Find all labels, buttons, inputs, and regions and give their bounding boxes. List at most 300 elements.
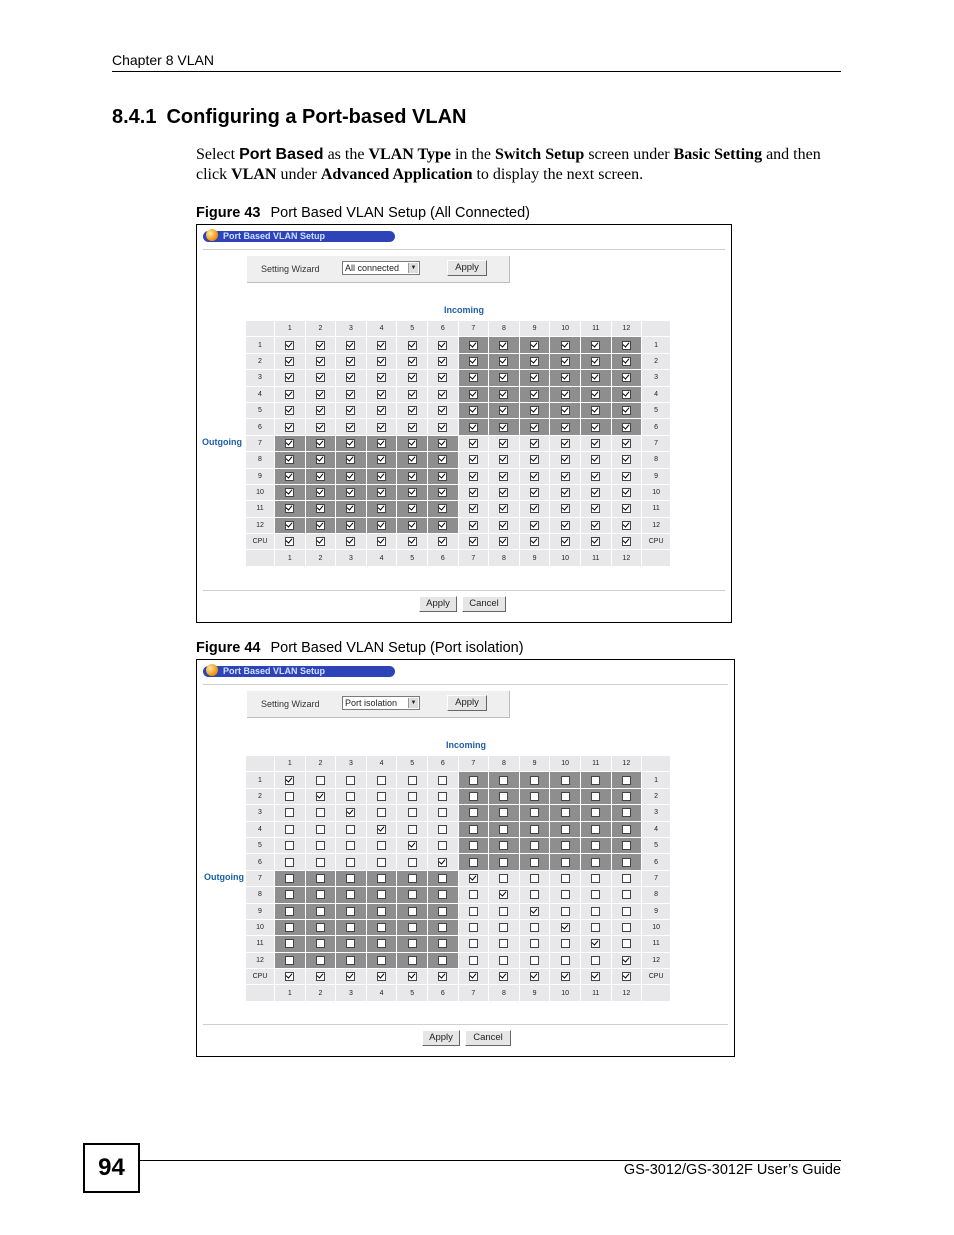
port-checkbox[interactable] [316,423,325,432]
port-checkbox[interactable] [469,455,478,464]
port-checkbox[interactable] [561,825,570,834]
port-checkbox[interactable] [346,423,355,432]
port-checkbox[interactable] [285,504,294,513]
port-checkbox[interactable] [591,890,600,899]
port-checkbox[interactable] [530,808,539,817]
port-checkbox[interactable] [377,972,386,981]
port-checkbox[interactable] [469,890,478,899]
port-checkbox[interactable] [591,406,600,415]
port-checkbox[interactable] [316,923,325,932]
port-checkbox[interactable] [346,488,355,497]
port-checkbox[interactable] [285,792,294,801]
port-checkbox[interactable] [285,841,294,850]
port-checkbox[interactable] [591,776,600,785]
port-checkbox[interactable] [591,521,600,530]
port-checkbox[interactable] [346,406,355,415]
port-checkbox[interactable] [591,874,600,883]
port-checkbox[interactable] [438,808,447,817]
port-checkbox[interactable] [530,841,539,850]
port-checkbox[interactable] [530,406,539,415]
port-checkbox[interactable] [530,858,539,867]
port-checkbox[interactable] [622,373,631,382]
port-checkbox[interactable] [469,341,478,350]
port-checkbox[interactable] [622,890,631,899]
port-checkbox[interactable] [622,825,631,834]
port-checkbox[interactable] [408,874,417,883]
port-checkbox[interactable] [499,455,508,464]
port-checkbox[interactable] [469,504,478,513]
port-checkbox[interactable] [591,488,600,497]
port-checkbox[interactable] [316,488,325,497]
port-checkbox[interactable] [561,488,570,497]
port-checkbox[interactable] [285,776,294,785]
port-checkbox[interactable] [346,472,355,481]
port-checkbox[interactable] [499,472,508,481]
port-checkbox[interactable] [499,488,508,497]
port-checkbox[interactable] [316,841,325,850]
port-checkbox[interactable] [316,939,325,948]
port-checkbox[interactable] [469,423,478,432]
port-checkbox[interactable] [438,390,447,399]
port-checkbox[interactable] [469,939,478,948]
port-checkbox[interactable] [316,825,325,834]
port-checkbox[interactable] [285,472,294,481]
port-checkbox[interactable] [561,956,570,965]
port-checkbox[interactable] [377,956,386,965]
port-checkbox[interactable] [285,455,294,464]
port-checkbox[interactable] [285,825,294,834]
port-checkbox[interactable] [530,357,539,366]
port-checkbox[interactable] [622,792,631,801]
port-checkbox[interactable] [346,874,355,883]
port-checkbox[interactable] [346,956,355,965]
port-checkbox[interactable] [316,472,325,481]
port-checkbox[interactable] [346,907,355,916]
port-checkbox[interactable] [469,874,478,883]
port-checkbox[interactable] [530,923,539,932]
port-checkbox[interactable] [285,537,294,546]
port-checkbox[interactable] [408,455,417,464]
port-checkbox[interactable] [591,841,600,850]
port-checkbox[interactable] [377,939,386,948]
port-checkbox[interactable] [469,776,478,785]
port-checkbox[interactable] [316,341,325,350]
port-checkbox[interactable] [561,939,570,948]
port-checkbox[interactable] [591,439,600,448]
port-checkbox[interactable] [346,390,355,399]
port-checkbox[interactable] [591,472,600,481]
port-checkbox[interactable] [346,341,355,350]
port-checkbox[interactable] [408,841,417,850]
port-checkbox[interactable] [499,537,508,546]
port-checkbox[interactable] [469,472,478,481]
port-checkbox[interactable] [316,972,325,981]
port-checkbox[interactable] [346,537,355,546]
port-checkbox[interactable] [377,825,386,834]
port-checkbox[interactable] [377,488,386,497]
port-checkbox[interactable] [530,874,539,883]
port-checkbox[interactable] [499,841,508,850]
port-checkbox[interactable] [591,423,600,432]
port-checkbox[interactable] [346,792,355,801]
port-checkbox[interactable] [377,841,386,850]
port-checkbox[interactable] [316,439,325,448]
port-checkbox[interactable] [346,890,355,899]
port-checkbox[interactable] [469,923,478,932]
port-checkbox[interactable] [530,939,539,948]
port-checkbox[interactable] [622,808,631,817]
port-checkbox[interactable] [499,874,508,883]
port-checkbox[interactable] [530,488,539,497]
port-checkbox[interactable] [408,972,417,981]
port-checkbox[interactable] [591,390,600,399]
port-checkbox[interactable] [408,923,417,932]
port-checkbox[interactable] [499,956,508,965]
port-checkbox[interactable] [530,439,539,448]
port-checkbox[interactable] [469,357,478,366]
port-checkbox[interactable] [530,472,539,481]
port-checkbox[interactable] [561,357,570,366]
port-checkbox[interactable] [591,504,600,513]
port-checkbox[interactable] [561,406,570,415]
port-checkbox[interactable] [438,439,447,448]
setting-wizard-select[interactable]: Port isolation ▼ [342,696,420,710]
port-checkbox[interactable] [561,537,570,546]
port-checkbox[interactable] [346,808,355,817]
port-checkbox[interactable] [316,390,325,399]
port-checkbox[interactable] [438,841,447,850]
port-checkbox[interactable] [285,874,294,883]
port-checkbox[interactable] [622,858,631,867]
port-checkbox[interactable] [316,521,325,530]
port-checkbox[interactable] [346,357,355,366]
port-checkbox[interactable] [499,890,508,899]
port-checkbox[interactable] [530,537,539,546]
port-checkbox[interactable] [377,439,386,448]
port-checkbox[interactable] [530,890,539,899]
port-checkbox[interactable] [499,923,508,932]
port-checkbox[interactable] [561,808,570,817]
port-checkbox[interactable] [438,874,447,883]
port-checkbox[interactable] [622,874,631,883]
cancel-button[interactable]: Cancel [462,596,506,612]
port-checkbox[interactable] [469,406,478,415]
port-checkbox[interactable] [377,537,386,546]
port-checkbox[interactable] [438,472,447,481]
port-checkbox[interactable] [622,423,631,432]
port-checkbox[interactable] [408,521,417,530]
port-checkbox[interactable] [622,439,631,448]
port-checkbox[interactable] [499,972,508,981]
port-checkbox[interactable] [408,537,417,546]
port-checkbox[interactable] [285,858,294,867]
port-checkbox[interactable] [316,357,325,366]
port-checkbox[interactable] [316,776,325,785]
port-checkbox[interactable] [530,825,539,834]
port-checkbox[interactable] [285,907,294,916]
port-checkbox[interactable] [530,956,539,965]
port-checkbox[interactable] [408,907,417,916]
port-checkbox[interactable] [438,776,447,785]
port-checkbox[interactable] [591,792,600,801]
port-checkbox[interactable] [377,504,386,513]
port-checkbox[interactable] [377,341,386,350]
port-checkbox[interactable] [408,808,417,817]
port-checkbox[interactable] [316,537,325,546]
port-checkbox[interactable] [408,439,417,448]
setting-wizard-select[interactable]: All connected ▼ [342,261,420,275]
port-checkbox[interactable] [561,455,570,464]
port-checkbox[interactable] [591,939,600,948]
port-checkbox[interactable] [285,373,294,382]
wizard-apply-button[interactable]: Apply [447,695,487,711]
port-checkbox[interactable] [561,858,570,867]
port-checkbox[interactable] [346,939,355,948]
port-checkbox[interactable] [438,923,447,932]
port-checkbox[interactable] [622,972,631,981]
port-checkbox[interactable] [285,521,294,530]
port-checkbox[interactable] [377,858,386,867]
port-checkbox[interactable] [530,504,539,513]
port-checkbox[interactable] [408,890,417,899]
port-checkbox[interactable] [316,373,325,382]
port-checkbox[interactable] [530,390,539,399]
port-checkbox[interactable] [530,521,539,530]
port-checkbox[interactable] [377,521,386,530]
port-checkbox[interactable] [499,357,508,366]
port-checkbox[interactable] [285,406,294,415]
port-checkbox[interactable] [499,907,508,916]
port-checkbox[interactable] [377,357,386,366]
port-checkbox[interactable] [438,488,447,497]
port-checkbox[interactable] [438,956,447,965]
port-checkbox[interactable] [561,874,570,883]
port-checkbox[interactable] [622,341,631,350]
port-checkbox[interactable] [561,472,570,481]
port-checkbox[interactable] [499,858,508,867]
port-checkbox[interactable] [469,956,478,965]
port-checkbox[interactable] [346,439,355,448]
port-checkbox[interactable] [561,923,570,932]
port-checkbox[interactable] [561,776,570,785]
port-checkbox[interactable] [499,423,508,432]
port-checkbox[interactable] [285,939,294,948]
port-checkbox[interactable] [591,858,600,867]
port-checkbox[interactable] [438,890,447,899]
port-checkbox[interactable] [377,406,386,415]
port-checkbox[interactable] [438,406,447,415]
port-checkbox[interactable] [285,423,294,432]
port-checkbox[interactable] [591,373,600,382]
port-checkbox[interactable] [530,455,539,464]
port-checkbox[interactable] [316,455,325,464]
port-checkbox[interactable] [561,390,570,399]
port-checkbox[interactable] [622,488,631,497]
port-checkbox[interactable] [469,907,478,916]
port-checkbox[interactable] [316,858,325,867]
port-checkbox[interactable] [408,956,417,965]
port-checkbox[interactable] [499,341,508,350]
port-checkbox[interactable] [591,907,600,916]
port-checkbox[interactable] [591,537,600,546]
port-checkbox[interactable] [622,455,631,464]
port-checkbox[interactable] [561,504,570,513]
port-checkbox[interactable] [438,939,447,948]
port-checkbox[interactable] [377,472,386,481]
port-checkbox[interactable] [408,373,417,382]
port-checkbox[interactable] [530,776,539,785]
port-checkbox[interactable] [499,439,508,448]
port-checkbox[interactable] [346,858,355,867]
port-checkbox[interactable] [408,423,417,432]
port-checkbox[interactable] [530,972,539,981]
port-checkbox[interactable] [622,537,631,546]
port-checkbox[interactable] [408,858,417,867]
port-checkbox[interactable] [285,923,294,932]
port-checkbox[interactable] [316,808,325,817]
port-checkbox[interactable] [346,504,355,513]
port-checkbox[interactable] [346,972,355,981]
port-checkbox[interactable] [622,907,631,916]
port-checkbox[interactable] [316,956,325,965]
port-checkbox[interactable] [438,423,447,432]
port-checkbox[interactable] [346,825,355,834]
port-checkbox[interactable] [408,406,417,415]
port-checkbox[interactable] [377,390,386,399]
port-checkbox[interactable] [469,858,478,867]
port-checkbox[interactable] [469,390,478,399]
port-checkbox[interactable] [561,972,570,981]
port-checkbox[interactable] [622,390,631,399]
port-checkbox[interactable] [377,792,386,801]
port-checkbox[interactable] [377,776,386,785]
port-checkbox[interactable] [377,455,386,464]
port-checkbox[interactable] [591,825,600,834]
port-checkbox[interactable] [622,472,631,481]
port-checkbox[interactable] [499,939,508,948]
port-checkbox[interactable] [408,357,417,366]
port-checkbox[interactable] [499,390,508,399]
port-checkbox[interactable] [561,341,570,350]
port-checkbox[interactable] [408,488,417,497]
port-checkbox[interactable] [591,341,600,350]
port-checkbox[interactable] [499,825,508,834]
port-checkbox[interactable] [591,357,600,366]
port-checkbox[interactable] [622,357,631,366]
port-checkbox[interactable] [591,455,600,464]
port-checkbox[interactable] [285,808,294,817]
port-checkbox[interactable] [530,907,539,916]
port-checkbox[interactable] [438,341,447,350]
port-checkbox[interactable] [346,841,355,850]
port-checkbox[interactable] [408,504,417,513]
port-checkbox[interactable] [591,972,600,981]
port-checkbox[interactable] [499,776,508,785]
port-checkbox[interactable] [622,841,631,850]
port-checkbox[interactable] [622,939,631,948]
port-checkbox[interactable] [561,890,570,899]
port-checkbox[interactable] [285,439,294,448]
port-checkbox[interactable] [316,874,325,883]
port-checkbox[interactable] [499,504,508,513]
port-checkbox[interactable] [469,373,478,382]
port-checkbox[interactable] [408,792,417,801]
port-checkbox[interactable] [469,439,478,448]
port-checkbox[interactable] [530,423,539,432]
port-checkbox[interactable] [499,373,508,382]
port-checkbox[interactable] [591,808,600,817]
port-checkbox[interactable] [469,488,478,497]
port-checkbox[interactable] [377,373,386,382]
port-checkbox[interactable] [499,792,508,801]
port-checkbox[interactable] [438,858,447,867]
port-checkbox[interactable] [438,455,447,464]
port-checkbox[interactable] [438,504,447,513]
port-checkbox[interactable] [285,341,294,350]
port-checkbox[interactable] [622,923,631,932]
port-checkbox[interactable] [622,504,631,513]
port-checkbox[interactable] [377,808,386,817]
port-checkbox[interactable] [438,357,447,366]
cancel-button[interactable]: Cancel [465,1030,511,1046]
port-checkbox[interactable] [561,521,570,530]
port-checkbox[interactable] [438,972,447,981]
port-checkbox[interactable] [377,923,386,932]
port-checkbox[interactable] [561,423,570,432]
port-checkbox[interactable] [408,939,417,948]
port-checkbox[interactable] [530,373,539,382]
port-checkbox[interactable] [438,792,447,801]
port-checkbox[interactable] [438,825,447,834]
port-checkbox[interactable] [285,956,294,965]
port-checkbox[interactable] [469,537,478,546]
port-checkbox[interactable] [408,390,417,399]
port-checkbox[interactable] [408,776,417,785]
port-checkbox[interactable] [561,373,570,382]
port-checkbox[interactable] [438,521,447,530]
port-checkbox[interactable] [285,390,294,399]
port-checkbox[interactable] [408,341,417,350]
port-checkbox[interactable] [469,808,478,817]
port-checkbox[interactable] [346,521,355,530]
port-checkbox[interactable] [561,841,570,850]
port-checkbox[interactable] [469,825,478,834]
port-checkbox[interactable] [438,907,447,916]
port-checkbox[interactable] [285,972,294,981]
port-checkbox[interactable] [408,825,417,834]
port-checkbox[interactable] [285,890,294,899]
port-checkbox[interactable] [469,521,478,530]
apply-button[interactable]: Apply [422,1030,460,1046]
port-checkbox[interactable] [346,923,355,932]
port-checkbox[interactable] [285,488,294,497]
apply-button[interactable]: Apply [419,596,457,612]
port-checkbox[interactable] [469,792,478,801]
port-checkbox[interactable] [285,357,294,366]
port-checkbox[interactable] [316,890,325,899]
port-checkbox[interactable] [622,956,631,965]
port-checkbox[interactable] [622,406,631,415]
port-checkbox[interactable] [499,808,508,817]
port-checkbox[interactable] [561,792,570,801]
port-checkbox[interactable] [469,972,478,981]
port-checkbox[interactable] [346,776,355,785]
port-checkbox[interactable] [316,792,325,801]
port-checkbox[interactable] [622,776,631,785]
port-checkbox[interactable] [438,373,447,382]
port-checkbox[interactable] [377,423,386,432]
port-checkbox[interactable] [346,373,355,382]
